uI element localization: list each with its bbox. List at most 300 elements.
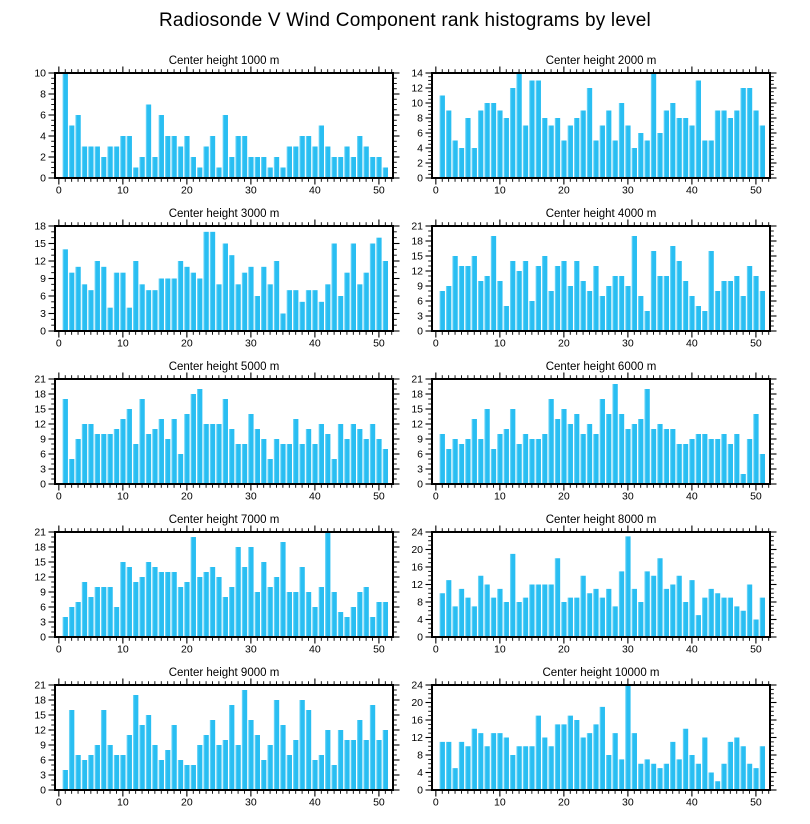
bar (133, 695, 138, 790)
bar (638, 419, 643, 484)
bar (370, 617, 375, 637)
bar (708, 141, 713, 179)
bar (548, 585, 553, 638)
bar (370, 424, 375, 484)
bar (452, 439, 457, 484)
subplot-title: Center height 10000 m (542, 667, 660, 679)
bar (248, 547, 253, 637)
bar (491, 103, 496, 178)
bar (255, 735, 260, 790)
bar (95, 587, 100, 637)
bar (689, 126, 694, 179)
subplot-title: Center height 8000 m (545, 514, 657, 526)
y-tick-label: 12 (34, 255, 46, 268)
bar (446, 286, 451, 331)
bar (127, 308, 132, 331)
bar (574, 118, 579, 178)
bar (88, 147, 93, 179)
bar (580, 576, 585, 637)
bar (484, 103, 489, 178)
bar (197, 168, 202, 179)
bar (516, 73, 521, 178)
bar (740, 746, 745, 790)
bar (133, 168, 138, 179)
y-tick-label: 3 (40, 769, 46, 782)
bar (542, 118, 547, 178)
bar (740, 88, 745, 178)
bar (625, 126, 630, 179)
bar (497, 733, 502, 790)
bar (459, 589, 464, 637)
bar (357, 136, 362, 178)
bar (235, 136, 240, 178)
bar (139, 577, 144, 637)
subplot-title: Center height 2000 m (545, 55, 657, 67)
bar (127, 735, 132, 790)
y-tick-label: 6 (40, 754, 46, 767)
x-tick-label: 0 (432, 643, 439, 656)
y-tick-label: 15 (411, 403, 423, 416)
bar (69, 126, 74, 179)
bar (331, 244, 336, 332)
y-tick-label: 15 (34, 709, 46, 722)
subplot-title: Center height 1000 m (168, 55, 280, 67)
y-tick-label: 0 (417, 784, 423, 797)
bar (114, 755, 119, 790)
bar (625, 429, 630, 484)
bar (683, 281, 688, 331)
bar (465, 266, 470, 331)
bar (529, 81, 534, 179)
bar (529, 439, 534, 484)
subplot-title: Center height 9000 m (168, 667, 280, 679)
bar (472, 606, 477, 637)
bar (88, 755, 93, 790)
bar (683, 729, 688, 790)
bar (267, 587, 272, 637)
x-tick-label: 30 (245, 490, 257, 503)
bar (452, 256, 457, 331)
y-tick-label: 4 (417, 614, 423, 626)
bar (293, 290, 298, 331)
bar (542, 256, 547, 331)
bar (600, 296, 605, 331)
bar (568, 424, 573, 484)
bar (472, 256, 477, 331)
bar (274, 700, 279, 790)
y-tick-label: 9 (417, 433, 423, 446)
bar (440, 96, 445, 179)
bar (63, 770, 68, 790)
bar (159, 115, 164, 178)
subplot-center-height-6000-m (377, 357, 789, 504)
bar (670, 585, 675, 638)
x-tick-label: 0 (432, 184, 439, 197)
bar (619, 414, 624, 484)
bar (82, 147, 87, 179)
bar (216, 424, 221, 484)
bar (606, 111, 611, 179)
bar (702, 311, 707, 331)
bar (651, 429, 656, 484)
x-tick-label: 40 (686, 796, 698, 809)
bar (740, 296, 745, 331)
bar (721, 764, 726, 790)
bar (139, 157, 144, 178)
bar (542, 738, 547, 791)
x-tick-label: 40 (686, 643, 698, 656)
y-tick-label: 0 (417, 478, 423, 491)
bar (606, 414, 611, 484)
bar (491, 598, 496, 637)
bar (516, 746, 521, 790)
bar (344, 740, 349, 790)
bar (664, 764, 669, 790)
bar (689, 296, 694, 331)
bar (63, 249, 68, 331)
bar (287, 755, 292, 790)
bar (191, 765, 196, 790)
bar (159, 760, 164, 790)
y-tick-label: 18 (34, 388, 46, 401)
y-tick-label: 8 (40, 88, 46, 101)
x-tick-label: 20 (181, 796, 193, 809)
bar (510, 755, 515, 790)
bar (644, 571, 649, 637)
bar (689, 580, 694, 637)
bar (159, 572, 164, 637)
bar (593, 589, 598, 637)
bar (274, 157, 279, 178)
bar (146, 105, 151, 179)
y-tick-label: 10 (411, 97, 423, 110)
bar (229, 157, 234, 178)
bar (753, 768, 758, 790)
bar (478, 576, 483, 637)
y-tick-label: 9 (40, 586, 46, 599)
bar (95, 261, 100, 331)
bar (657, 276, 662, 331)
y-tick-label: 12 (411, 82, 423, 95)
bar (612, 141, 617, 179)
bar (331, 765, 336, 790)
bar (363, 740, 368, 790)
bar (523, 126, 528, 179)
bar (216, 577, 221, 637)
bar (210, 136, 215, 178)
bar (747, 439, 752, 484)
subplot-title: Center height 5000 m (168, 361, 280, 373)
bar (484, 746, 489, 790)
x-tick-label: 10 (494, 643, 506, 656)
bar (146, 715, 151, 790)
bar (344, 273, 349, 331)
bar (446, 449, 451, 484)
bar (459, 742, 464, 790)
bar (721, 111, 726, 179)
bar (574, 261, 579, 331)
bar (319, 302, 324, 331)
bar (184, 765, 189, 790)
bar (223, 399, 228, 484)
bar (638, 602, 643, 637)
x-tick-label: 40 (686, 490, 698, 503)
x-tick-label: 20 (181, 490, 193, 503)
bar (139, 399, 144, 484)
bar (689, 439, 694, 484)
bar (555, 419, 560, 484)
bar (114, 429, 119, 484)
bar (139, 725, 144, 790)
bar (191, 273, 196, 331)
bar (574, 598, 579, 637)
bar (351, 607, 356, 637)
bar (203, 232, 208, 331)
bar (606, 286, 611, 331)
bar (747, 764, 752, 790)
bar (497, 111, 502, 179)
bar (274, 439, 279, 484)
x-tick-label: 30 (245, 337, 257, 350)
bar (689, 755, 694, 790)
bar (216, 284, 221, 331)
bar (702, 598, 707, 637)
bar (280, 168, 285, 179)
x-tick-label: 10 (117, 490, 129, 503)
x-tick-label: 10 (117, 643, 129, 656)
bar (210, 720, 215, 790)
x-tick-label: 50 (750, 643, 762, 656)
bar (715, 111, 720, 179)
bar (523, 598, 528, 637)
bar (600, 707, 605, 790)
x-tick-label: 10 (494, 184, 506, 197)
bar (702, 434, 707, 484)
bar (69, 607, 74, 637)
bar (670, 742, 675, 790)
bar (280, 314, 285, 332)
x-tick-label: 40 (686, 184, 698, 197)
bar (760, 126, 765, 179)
subplot-center-height-3000-m (0, 204, 412, 351)
bar (676, 261, 681, 331)
bar (82, 760, 87, 790)
bar (255, 429, 260, 484)
bar (101, 157, 106, 178)
bar (293, 592, 298, 637)
bar (351, 740, 356, 790)
y-tick-label: 15 (34, 238, 46, 250)
bar (612, 606, 617, 637)
bar (529, 301, 534, 331)
subplot-center-height-10000-m (377, 663, 789, 810)
bar (107, 308, 112, 331)
bar (465, 746, 470, 790)
bar (587, 88, 592, 178)
bar (203, 735, 208, 790)
bar (561, 409, 566, 484)
bar (459, 148, 464, 178)
bar (574, 414, 579, 484)
y-tick-label: 8 (417, 749, 423, 762)
bar (536, 439, 541, 484)
bar (120, 562, 125, 637)
bar (325, 730, 330, 790)
bar (580, 434, 585, 484)
bar (478, 733, 483, 790)
bar (478, 439, 483, 484)
x-tick-label: 50 (373, 337, 385, 350)
bar (760, 598, 765, 637)
bar (152, 567, 157, 637)
x-tick-label: 0 (432, 337, 439, 350)
bar (229, 705, 234, 790)
bar (171, 725, 176, 790)
bar (465, 598, 470, 637)
bar (734, 606, 739, 637)
bar (82, 284, 87, 331)
y-tick-label: 18 (34, 694, 46, 707)
bar (338, 157, 343, 178)
bar (171, 419, 176, 484)
bar (593, 724, 598, 790)
bar (255, 592, 260, 637)
bar (587, 424, 592, 484)
histogram-8 (377, 510, 789, 657)
y-tick-label: 18 (411, 388, 423, 401)
histogram-10 (377, 663, 789, 810)
bar (657, 424, 662, 484)
bar (152, 157, 157, 178)
bars (440, 536, 765, 637)
bar (600, 598, 605, 637)
bar (312, 147, 317, 179)
subplot-center-height-5000-m (0, 357, 412, 504)
bar (146, 290, 151, 331)
histogram-2 (377, 51, 789, 198)
bar (363, 587, 368, 637)
bar (542, 434, 547, 484)
bar (574, 720, 579, 790)
bar (651, 764, 656, 790)
y-tick-label: 8 (417, 596, 423, 609)
bar (478, 111, 483, 179)
bar (612, 276, 617, 331)
bars (440, 685, 765, 790)
bar (216, 168, 221, 179)
bar (657, 558, 662, 637)
bar (632, 733, 637, 790)
bar (664, 589, 669, 637)
bar (363, 439, 368, 484)
y-tick-label: 18 (34, 220, 46, 233)
bar (325, 434, 330, 484)
bar (715, 593, 720, 637)
y-tick-label: 9 (40, 433, 46, 446)
bar (344, 439, 349, 484)
bar (152, 429, 157, 484)
x-tick-label: 0 (55, 337, 62, 350)
bar (114, 147, 119, 179)
bar (235, 284, 240, 331)
bar (299, 700, 304, 790)
bar (504, 118, 509, 178)
bar (306, 429, 311, 484)
x-tick-label: 30 (622, 184, 634, 197)
bar (120, 419, 125, 484)
bar (504, 738, 509, 791)
bar (664, 111, 669, 179)
bar (306, 710, 311, 790)
y-tick-label: 12 (34, 724, 46, 737)
bar (280, 725, 285, 790)
bar (114, 607, 119, 637)
bar (459, 266, 464, 331)
bar (465, 439, 470, 484)
bar (568, 598, 573, 637)
y-tick-label: 3 (417, 463, 423, 476)
bar (255, 157, 260, 178)
bar (120, 273, 125, 331)
y-tick-label: 0 (40, 784, 46, 797)
bar (63, 399, 68, 484)
y-tick-label: 4 (417, 142, 423, 155)
bar (632, 148, 637, 178)
bar (747, 266, 752, 331)
y-tick-label: 12 (411, 579, 423, 591)
x-tick-label: 30 (245, 184, 257, 197)
x-tick-label: 50 (750, 337, 762, 350)
bars (63, 73, 388, 178)
bar (728, 444, 733, 484)
bar (88, 597, 93, 637)
bar (210, 424, 215, 484)
bar (760, 746, 765, 790)
bar (676, 759, 681, 790)
bar (95, 434, 100, 484)
bar (280, 542, 285, 637)
subplot-center-height-9000-m (0, 663, 412, 810)
bar (127, 567, 132, 637)
bars (440, 236, 765, 331)
y-tick-label: 6 (40, 601, 46, 614)
subplot-title: Center height 6000 m (545, 361, 657, 373)
y-tick-label: 9 (40, 273, 46, 285)
bar (587, 733, 592, 790)
bar (593, 141, 598, 179)
y-tick-label: 4 (417, 767, 423, 779)
y-tick-label: 21 (34, 373, 46, 386)
bar (178, 760, 183, 790)
x-tick-label: 20 (558, 184, 570, 197)
bar (555, 118, 560, 178)
bar (548, 291, 553, 331)
bar (197, 279, 202, 332)
bar (261, 157, 266, 178)
bar (651, 73, 656, 178)
bar (319, 587, 324, 637)
x-tick-label: 40 (309, 490, 321, 503)
bar (299, 567, 304, 637)
x-tick-label: 0 (55, 184, 62, 197)
bar (452, 768, 457, 790)
y-tick-label: 6 (417, 127, 423, 140)
bar (299, 136, 304, 178)
bar (69, 273, 74, 331)
bar (721, 598, 726, 637)
bar (491, 733, 496, 790)
bar (178, 587, 183, 637)
